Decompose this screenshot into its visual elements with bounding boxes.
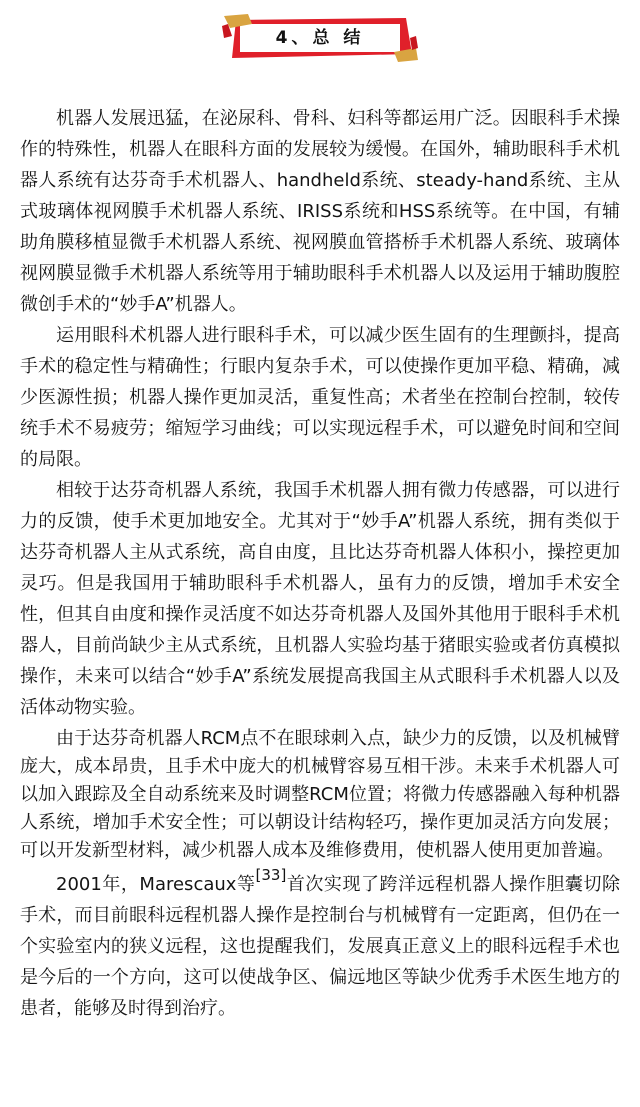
paragraph-1: 机器人发展迅猛，在泌尿科、骨科、妇科等都运用广泛。因眼科手术操作的特殊性，机器人在眼科方面的发展较为缓慢。在国外，辅助眼科手术机器人系统有达芬奇手术机器人、handheld系统、steady-hand系统、主从式玻璃体视网膜手术机器人系统、IRISS系统和HSS系统等。在中国，有辅助角膜移植显微手术机器人系统、视网膜血管搭桥手术机器人系统、玻璃体视网膜显微手术机器人系统等用于辅助眼科手术机器人以及运用于辅助腹腔微创手术的“妙手A”机器人。: [20, 108, 620, 315]
section-title: 4、总 结: [275, 28, 365, 48]
citation-ref: [33]: [255, 866, 287, 884]
section-title-banner: [222, 14, 418, 62]
paragraph-5: [20, 866, 620, 1024]
article-body: [20, 103, 620, 1024]
paragraph-2: 运用眼科术机器人进行眼科手术，可以减少医生固有的生理颤抖，提高手术的稳定性与精确性；行眼内复杂手术，可以使操作更加平稳、精确，减少医源性损；机器人操作更加灵活，重复性高；术者坐在控制台控制，较传统手术不易疲劳；缩短学习曲线；可以实现远程手术，可以避免时间和空间的局限。: [20, 325, 620, 470]
paragraph-4: 由于达芬奇机器人RCM点不在眼球刺入点，缺少力的反馈，以及机械臂庞大，成本昂贵，且手术中庞大的机械臂容易互相干涉。未来手术机器人可以加入跟踪及全自动系统来及时调整RCM位置；将微力传感器融入每种机器人系统，增加手术安全性；可以朝设计结构轻巧，操作更加灵活方向发展；可以开发新型材料，减少机器人成本及维修费用，使机器人使用更加普遍。: [20, 728, 620, 861]
paragraph-3: 相较于达芬奇机器人系统，我国手术机器人拥有微力传感器，可以进行力的反馈，使手术更加地安全。尤其对于“妙手A”机器人系统，拥有类似于达芬奇机器人主从式系统，高自由度，且比达芬奇机器人体积小，操控更加灵巧。但是我国用于辅助眼科手术机器人，虽有力的反馈，增加手术安全性，但其自由度和操作灵活度不如达芬奇机器人及国外其他用于眼科手术机器人，目前尚缺少主从式系统，且机器人实验均基于猪眼实验或者仿真模拟操作，未来可以结合“妙手A”系统发展提高我国主从式眼科手术机器人以及活体动物实验。: [20, 480, 620, 718]
paragraph-5-start: 2001年，Marescaux等: [56, 874, 256, 895]
paragraph-5-rest: 首次实现了跨洋远程机器人操作胆囊切除手术，而目前眼科远程机器人操作是控制台与机械臂有一定距离，但仍在一个实验室内的狭义远程，这也提醒我们，发展真正意义上的眼科远程手术也是今后的一个方向，这可以使战争区、偏远地区等缺少优秀手术医生地方的患者，能够及时得到治疗。: [20, 874, 620, 1019]
